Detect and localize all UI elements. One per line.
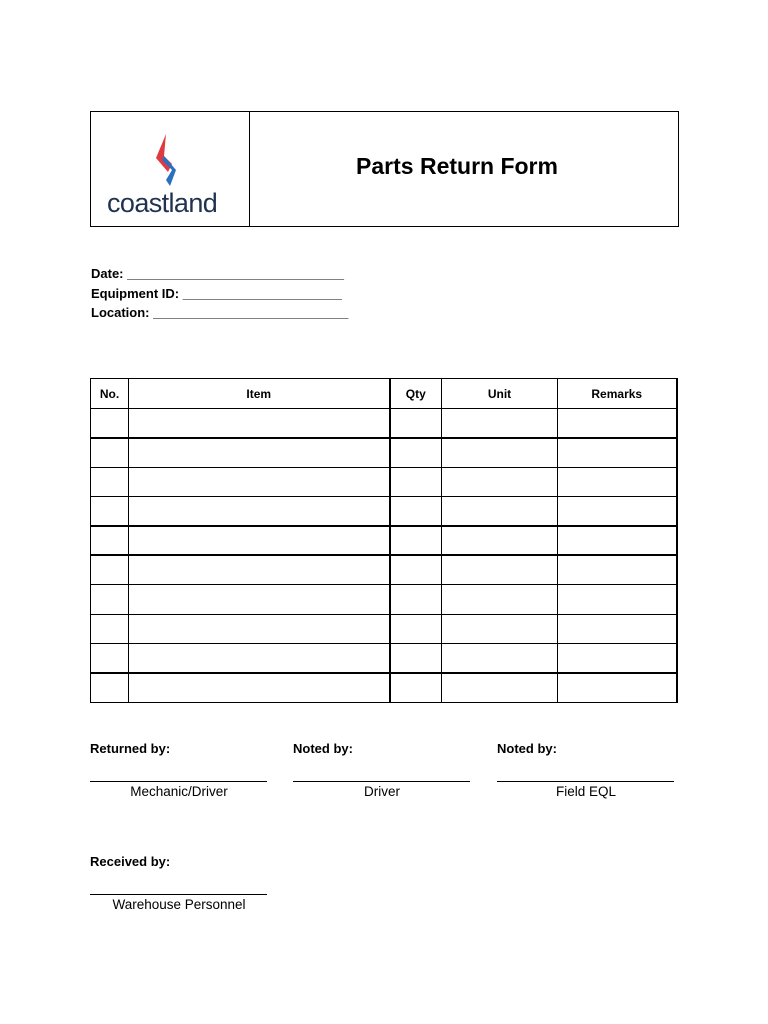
cell-remarks[interactable] [558,614,677,643]
signature-line[interactable] [90,781,267,782]
cell-no[interactable] [91,497,129,526]
cell-qty[interactable] [390,497,442,526]
signature-role: Warehouse Personnel [112,897,246,912]
cell-unit[interactable] [442,644,558,673]
cell-no[interactable] [91,409,129,438]
table-row [91,409,677,438]
signature-returned-by [90,741,268,799]
column-header-unit: Unit [442,379,558,409]
signature-line[interactable] [497,781,674,782]
cell-item[interactable] [129,673,390,702]
table-row [91,673,677,702]
signature-role: Mechanic/Driver [130,784,228,799]
cell-remarks[interactable] [558,497,677,526]
date-field[interactable] [91,264,348,284]
table-row [91,497,677,526]
table-row [91,585,677,614]
cell-unit[interactable] [442,614,558,643]
cell-qty[interactable] [390,526,442,555]
cell-no[interactable] [91,673,129,702]
cell-unit[interactable] [442,555,558,584]
form-header [90,111,679,227]
signature-line[interactable] [90,894,267,895]
logo-text: coastland [107,188,218,218]
cell-qty[interactable] [390,409,442,438]
table-row [91,644,677,673]
signature-heading: Received by: [90,854,171,869]
info-fields [91,264,348,323]
location-field[interactable] [91,303,348,323]
signature-line[interactable] [293,781,470,782]
cell-no[interactable] [91,614,129,643]
signature-noted-by-driver [293,741,471,799]
cell-no[interactable] [91,585,129,614]
logo-cell [91,112,250,226]
signature-received-by [90,854,268,912]
cell-item[interactable] [129,585,390,614]
cell-remarks[interactable] [558,644,677,673]
cell-no[interactable] [91,526,129,555]
cell-qty[interactable] [390,673,442,702]
table-row [91,526,677,555]
cell-item[interactable] [129,526,390,555]
field-blank: ______________________________ [127,266,345,281]
column-header-no: No. [91,379,129,409]
table-row [91,555,677,584]
column-header-item: Item [129,379,390,409]
signature-role: Driver [364,784,400,799]
field-label: Date: [91,266,124,281]
cell-item[interactable] [129,409,390,438]
cell-no[interactable] [91,644,129,673]
column-header-remarks: Remarks [558,379,677,409]
cell-unit[interactable] [442,467,558,496]
cell-item[interactable] [129,614,390,643]
cell-item[interactable] [129,497,390,526]
table-row [91,614,677,643]
page-title: Parts Return Form [356,152,558,179]
column-header-qty: Qty [390,379,442,409]
signature-heading: Noted by: [293,741,353,756]
field-blank: ______________________ [182,285,342,301]
cell-remarks[interactable] [558,673,677,702]
cell-unit[interactable] [442,585,558,614]
cell-remarks[interactable] [558,438,677,467]
items-table [90,378,678,703]
cell-item[interactable] [129,467,390,496]
cell-qty[interactable] [390,614,442,643]
table-row [91,467,677,496]
signature-heading: Returned by: [90,741,171,756]
cell-unit[interactable] [442,409,558,438]
signature-heading: Noted by: [497,741,557,756]
signature-role: Field EQL [555,784,617,799]
cell-item[interactable] [129,438,390,467]
cell-remarks[interactable] [558,409,677,438]
table-header-row [91,379,677,409]
cell-qty[interactable] [390,585,442,614]
cell-qty[interactable] [390,644,442,673]
title-cell [250,112,678,226]
signature-noted-by-field-eql [497,741,675,799]
cell-unit[interactable] [442,673,558,702]
cell-item[interactable] [129,644,390,673]
cell-qty[interactable] [390,438,442,467]
cell-unit[interactable] [442,438,558,467]
cell-remarks[interactable] [558,585,677,614]
equipment-id-field[interactable] [91,284,348,304]
coastland-logo-icon [146,134,186,190]
table-row [91,438,677,467]
cell-no[interactable] [91,438,129,467]
field-label: Location: [91,305,150,320]
cell-item[interactable] [129,555,390,584]
field-label: Equipment ID: [91,285,180,301]
cell-unit[interactable] [442,497,558,526]
cell-unit[interactable] [442,526,558,555]
cell-remarks[interactable] [558,467,677,496]
cell-remarks[interactable] [558,555,677,584]
cell-no[interactable] [91,467,129,496]
cell-remarks[interactable] [558,526,677,555]
cell-no[interactable] [91,555,129,584]
field-blank: ___________________________ [153,305,349,320]
cell-qty[interactable] [390,467,442,496]
cell-qty[interactable] [390,555,442,584]
